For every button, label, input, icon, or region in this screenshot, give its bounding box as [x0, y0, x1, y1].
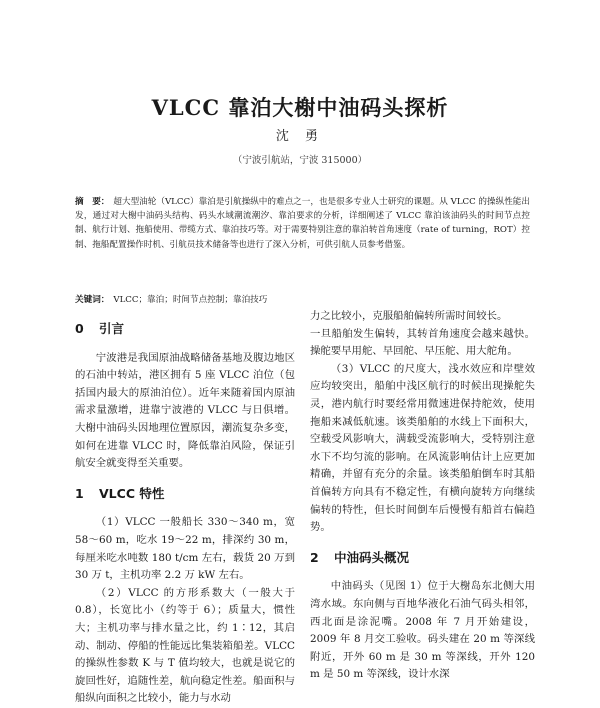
introduction-paragraph: 宁波港是我国原油战略储备基地及腹边地区的石油中转站，港区拥有 5 座 VLCC 泊位（包括国内最大的原油泊位）。近年来随着国内原油需求量激增，进靠宁波港的 VLCC 与日俱增。大榭中油码头因地理位置原因，潮流复杂多变，如何在进靠 VLCC 时，降低靠泊风险，保证引航安全就变得至关重要。: [75, 351, 295, 470]
paper-title: VLCC 靠泊大榭中油码头探析: [151, 95, 449, 120]
terminal-overview-paragraph: 中油码头（见图 1）位于大榭岛东北侧大用湾水域。东向侧与百地华液化石油气码头相邻，西北面是涂泥嘴。2008 年 7 月开始建设，2009 年 8 月交工验收。码头建在 20 m 等深线附近，开外 60 m 是 30 m 等深线，开外 120 m 是 50 m 等深线，设计水深: [310, 580, 535, 681]
left-column: [75, 308, 295, 708]
vlcc-paragraph-1: （1）VLCC 一般船长 330～340 m，宽 58～60 m，吃水 19～22 m，排深约 30 m，每厘米吃水吨数 180 t/cm 左右，载货 20 万到 30 万 t，主机功率 2.2 万 kW 左右。: [75, 516, 295, 582]
keywords-label: 关键词：: [75, 295, 110, 305]
section-heading-introduction: 0 引言: [75, 321, 125, 336]
right-column: [310, 308, 535, 684]
section-heading-terminal-overview: 2 中油码头概况: [310, 549, 410, 565]
vlcc-paragraph-2: （2）VLCC 的方形系数大（一般大于 0.8），长宽比小（约等于 6）；质量大，惯性大；主机功率与排水量之比，约 1∶12，其启动、制动、停船的性能远比集装箱船差。VLCC 的操纵性参数 K 与 T 值均较大，也就是说它的旋回性好，追随性差，航向稳定性差。船面积与船纵向面积之比较小，能力与水动: [75, 586, 295, 705]
author-name: 沈 勇: [275, 129, 325, 144]
vlcc-paragraph-2-continued: 力之比较小，克服船舶偏转所需时间较长。: [310, 310, 508, 322]
abstract-text: 超大型油轮（VLCC）靠泊是引航操纵中的难点之一，也是很多专业人士研究的课题。从 VLCC 的操纵性能出发，通过对大榭中油码头结构、码头水域潮流潮汐、靠泊要求的分析，详细阐述了 VLCC 靠泊该油码头的时间节点控制、航行计划、拖船使用、带缆方式、靠泊技巧等。对于需要特别注意的靠泊转首角速度（rate of turning，ROT）控制、拖船配置操作时机、引航员技术储备等也进行了深入分析，可供引航人员参考借鉴。: [75, 197, 530, 250]
abstract: [75, 195, 530, 252]
vlcc-paragraph-2-continued-2: 一旦船舶发生偏转，其转首角速度会越来越快。操舵要早用舵、早回舵、早压舵、用大舵角。: [310, 327, 535, 358]
author-affiliation: （宁波引航站，宁波 315000）: [232, 155, 368, 166]
section-heading-vlcc-characteristics: 1 VLCC 特性: [75, 485, 165, 501]
keywords: [75, 293, 530, 307]
abstract-label: 摘 要：: [75, 197, 110, 207]
vlcc-paragraph-3: （3）VLCC 的尺度大，浅水效应和岸壁效应均较突出，船舶中浅区航行的时候出现操舵失灵，港内航行时要经常用微速进保持舵效，使用拖船来减低航速。该类船舶的水线上下面积大，空载受风影响大，满载受流影响大，受特别注意水下不均匀流的影响。在风流影响估计上应更加精确，并留有充分的余量。该类船舶倒车时其船首偏转方向具有不稳定性，有横向旋转方向继续偏转的特性，但长时间倒车后慢慢有船首右偏趋势。: [310, 362, 535, 534]
keywords-text: VLCC；靠泊；时间节点控制；靠泊技巧: [113, 295, 268, 305]
